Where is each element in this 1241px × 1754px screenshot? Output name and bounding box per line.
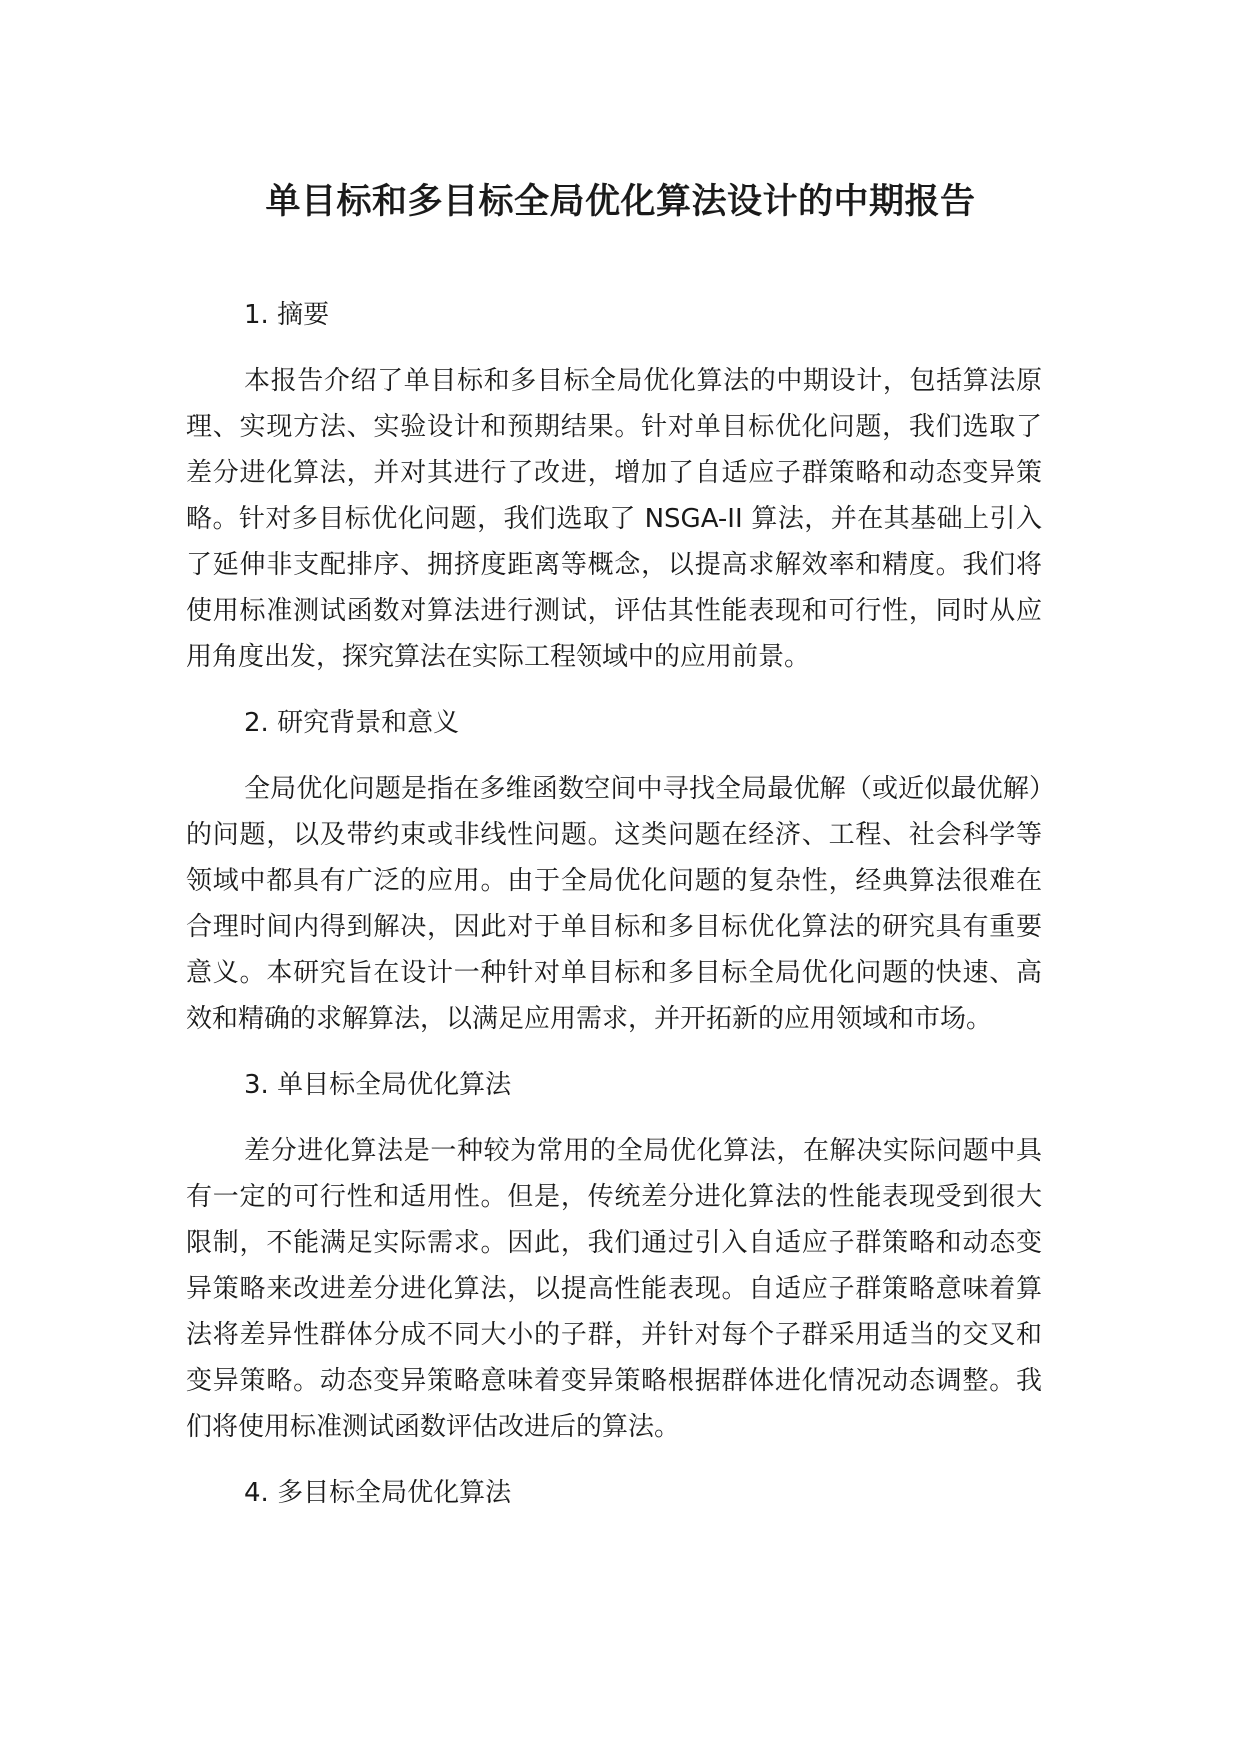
section-heading: 4. 多目标全局优化算法 [244, 1478, 512, 1508]
section-paragraph: 本报告介绍了单目标和多目标全局优化算法的中期设计，包括算法原理、实现方法、实验设计和预期结果。针对单目标优化问题，我们选取了差分进化算法，并对其进行了改进，增加了自适应子群策略和动态变异策略。针对多目标优化问题，我们选取了 NSGA-II 算法，并在其基础上引入了延伸非支配排序、拥挤度距离等概念，以提高求解效率和精度。我们将使用标准测试函数对算法进行测试，评估其性能表现和可行性，同时从应用角度出发，探究算法在实际工程领域中的应用前景。 [186, 366, 1042, 672]
section-heading: 1. 摘要 [244, 300, 330, 330]
section-paragraph: 全局优化问题是指在多维函数空间中寻找全局最优解（或近似最优解）的问题，以及带约束或非线性问题。这类问题在经济、工程、社会科学等领域中都具有广泛的应用。由于全局优化问题的复杂性，经典算法很难在合理时间内得到解决，因此对于单目标和多目标优化算法的研究具有重要意义。本研究旨在设计一种针对单目标和多目标全局优化问题的快速、高效和精确的求解算法，以满足应用需求，并开拓新的应用领域和市场。 [186, 774, 1042, 1034]
section-heading: 3. 单目标全局优化算法 [244, 1070, 512, 1100]
section-heading: 2. 研究背景和意义 [244, 708, 460, 738]
section-multi-objective [186, 1470, 1042, 1516]
section-background [186, 700, 1042, 1042]
section-abstract [186, 292, 1042, 680]
document-body [186, 292, 1042, 1536]
document-title: 单目标和多目标全局优化算法设计的中期报告 [265, 182, 976, 222]
section-paragraph: 差分进化算法是一种较为常用的全局优化算法，在解决实际问题中具有一定的可行性和适用性。但是，传统差分进化算法的性能表现受到很大限制，不能满足实际需求。因此，我们通过引入自适应子群策略和动态变异策略来改进差分进化算法，以提高性能表现。自适应子群策略意味着算法将差异性群体分成不同大小的子群，并针对每个子群采用适当的交叉和变异策略。动态变异策略意味着变异策略根据群体进化情况动态调整。我们将使用标准测试函数评估改进后的算法。 [186, 1136, 1042, 1442]
section-single-objective [186, 1062, 1042, 1450]
